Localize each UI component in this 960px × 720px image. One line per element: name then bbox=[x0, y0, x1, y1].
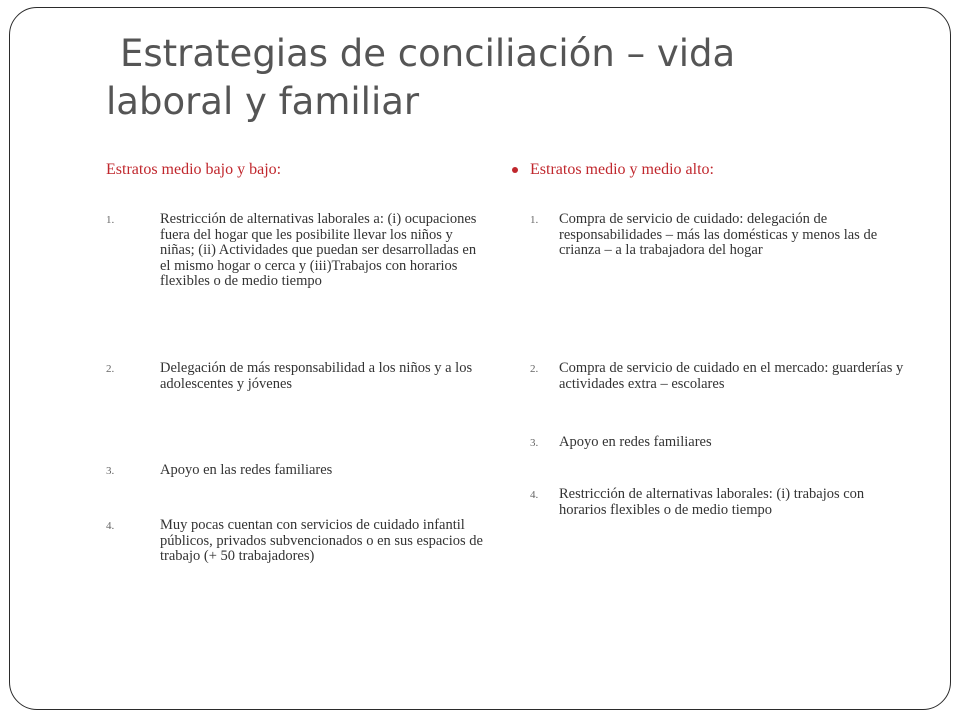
item-number: 2. bbox=[530, 363, 539, 375]
bullet-dot-icon bbox=[512, 167, 518, 173]
item-text: Compra de servicio de cuidado en el mercado: guarderías y actividades extra – escolares bbox=[559, 360, 904, 392]
item-text: Delegación de más responsabilidad a los niños y a los adolescentes y jóvenes bbox=[160, 360, 473, 392]
list-item bbox=[530, 487, 908, 518]
list-item bbox=[106, 361, 484, 392]
right-column-heading-text: Estratos medio y medio alto: bbox=[530, 161, 714, 178]
item-text: Restricción de alternativas laborales: (i) trabajos con horarios flexibles o de medio tiempo bbox=[559, 486, 865, 518]
list-item bbox=[106, 518, 484, 565]
list-item bbox=[106, 212, 484, 290]
item-number: 4. bbox=[106, 520, 115, 532]
item-number: 4. bbox=[530, 489, 539, 501]
slide-title bbox=[106, 30, 866, 126]
list-item bbox=[530, 212, 908, 259]
item-text: Compra de servicio de cuidado: delegación de responsabilidades – más las domésticas y menos las de crianza – a la trabajadora del hogar bbox=[559, 211, 878, 258]
left-column bbox=[106, 160, 484, 564]
item-number: 3. bbox=[530, 437, 539, 449]
list-item bbox=[530, 361, 908, 392]
item-number: 1. bbox=[106, 214, 115, 226]
list-item bbox=[530, 435, 908, 451]
list-item bbox=[106, 463, 484, 479]
item-text: Apoyo en las redes familiares bbox=[160, 462, 333, 478]
item-number: 1. bbox=[530, 214, 539, 226]
item-text: Apoyo en redes familiares bbox=[559, 434, 712, 450]
item-text: Muy pocas cuentan con servicios de cuidado infantil públicos, privados subvencionados o en sus espacios de trabajo (+ 50 trabajadores) bbox=[160, 517, 483, 564]
title-line-1: Estrategias de conciliación – vida bbox=[120, 32, 736, 75]
right-column bbox=[530, 160, 908, 518]
right-column-heading bbox=[530, 160, 908, 180]
title-line-2: laboral y familiar bbox=[106, 80, 420, 123]
item-number: 2. bbox=[106, 363, 115, 375]
left-column-heading: Estratos medio bajo y bajo: bbox=[106, 161, 282, 178]
item-number: 3. bbox=[106, 465, 115, 477]
item-text: Restricción de alternativas laborales a: (i) ocupaciones fuera del hogar que les posibilite llevar los niños y niñas; (ii) Actividades que puedan ser desarrolladas en el mismo hogar o cerca y (iii)Trabajos con horarios flexibles o de medio tiempo bbox=[160, 211, 477, 289]
